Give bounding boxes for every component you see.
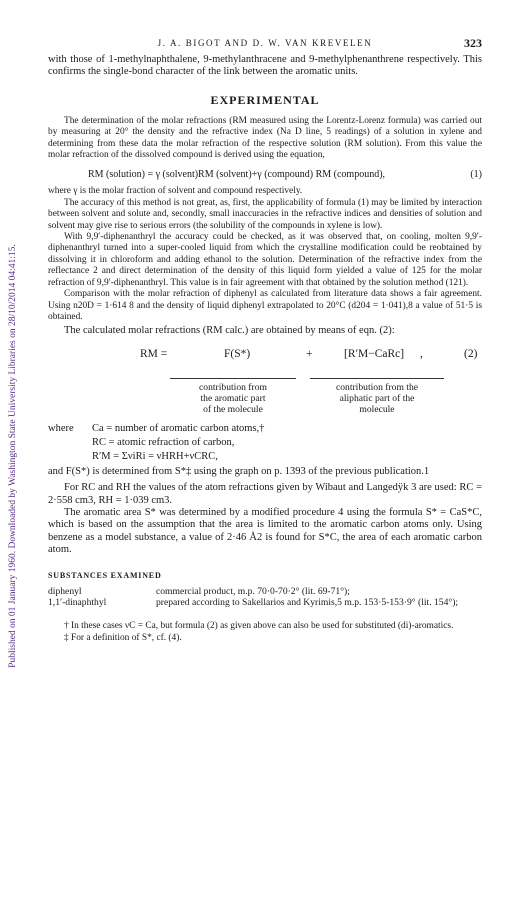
definition-rm: R′M = ΣνiRi = νHRH+νCRC, bbox=[92, 450, 218, 462]
equation-2-annotations bbox=[48, 370, 482, 420]
equation-1-number: (1) bbox=[470, 169, 482, 181]
paragraph-calculated: The calculated molar refractions (RM calc.) are obtained by means of eqn. (2): bbox=[64, 325, 395, 337]
equation-2-term2: [R′M−CaRc] bbox=[344, 347, 405, 360]
equation-2 bbox=[48, 344, 482, 370]
aliphatic-contribution-label: contribution from the aliphatic part of the molecule bbox=[335, 381, 419, 415]
page-number: 323 bbox=[464, 36, 482, 50]
left-brace bbox=[170, 370, 296, 379]
substances-heading: SUBSTANCES EXAMINED bbox=[48, 570, 162, 580]
paragraph-comparison: Comparison with the molar refraction of diphenyl as calculated from literature data shows a fair agreement. Using n20D = 1·614 8 and the density of liquid diphenyl extrapolated to 20°C (d204 = 1·041),8 a value of 51·5 is obtained. bbox=[48, 289, 482, 322]
paragraph-method: The determination of the molar refractions (RM measured using the Lorentz-Lorenz formula) was carried out by measuring at 20° the density and the refractive index (Na D line, 5 readings) of a solution in xylene and determining from these data the molar refraction of the respective solution (RM solution). From this value the molar refraction of the dissolved compound is derived using the equation, bbox=[48, 115, 482, 161]
paragraph-atom-refractions: For RC and RH the values of the atom refractions given by Wibaut and Langedÿk 3 are used: RC = 2·558 cm3, RH = 1·039 cm3. bbox=[48, 482, 482, 506]
download-watermark bbox=[6, 0, 20, 912]
paragraph-accuracy: The accuracy of this method is not great, as, first, the applicability of formula (1) may be limited by interaction between solvent and solute and, secondly, small inaccuracies in the refractive indices and densities of solution and solvent may give rise to serious errors (the solubility of the compounds in xylene is low). bbox=[48, 197, 482, 231]
definition-rc: RC = atomic refraction of carbon, bbox=[92, 436, 235, 448]
equation-2-term1: F(S*) bbox=[224, 347, 251, 360]
footnotes bbox=[48, 621, 482, 644]
paragraph-aromatic-area: The aromatic area S* was determined by a modified procedure 4 using the formula S* = CaS*C, which is based on the assumption that the area is limited to the aromatic carbon atoms only. Using benzene as a model substance, a value of 2·46 Å2 is found for S*C, the area of each aromatic carbon atom. bbox=[48, 506, 482, 556]
equation-2-plus: + bbox=[306, 347, 313, 360]
page-body bbox=[48, 38, 482, 644]
paragraph-fs: and F(S*) is determined from S*‡ using the graph on p. 1393 of the previous publication.1 bbox=[48, 465, 430, 477]
footnote-double-dagger: ‡ For a definition of S*, cf. (4). bbox=[64, 632, 182, 643]
header-authors: J. A. BIGOT AND D. W. VAN KREVELEN bbox=[157, 38, 373, 48]
paragraph-gamma: where γ is the molar fraction of solvent and compound respectively. bbox=[48, 186, 303, 197]
substances-list bbox=[48, 586, 482, 610]
right-brace bbox=[310, 370, 444, 379]
equation-2-number: (2) bbox=[464, 347, 478, 360]
equation-1 bbox=[48, 169, 482, 180]
substance-row: diphenyl commercial product, m.p. 70·0-70·2° (lit. 69-71°); bbox=[48, 585, 350, 597]
paragraph-diphenanthryl: With 9,9′-diphenanthryl the accuracy could be checked, as it was observed that, on cooling, molten 9,9′-diphenanthryl turned into a super-cooled liquid from which the crystalline modification could be reobtained by dissolving it in chloroform and adding ethanol to the solution. Determination of the refractive index from the reflectance 2 and direct determination of the density of this liquid form yielded a value of 125 for the molar refraction of 9,9′-diphenanthryl. This value is in fair agreement with that obtained by the solution method (121). bbox=[48, 232, 482, 288]
footnote-dagger: † In these cases νC = Ca, but formula (2) as given above can also be used for substituted (di)-aromatics. bbox=[64, 621, 454, 632]
download-notice: Published on 01 January 1960. Downloaded by Washington State University Libraries on 28/10/2014 04:41:15. bbox=[8, 244, 18, 668]
equation-2-comma: , bbox=[420, 347, 423, 360]
where-definitions: where Ca = number of aromatic carbon atoms,† RC = atomic refraction of carbon, R′M = ΣνiRi = νHRH+νCRC, bbox=[48, 422, 265, 462]
definition-ca: Ca = number of aromatic carbon atoms,† bbox=[92, 422, 265, 434]
substance-row: 1,1′-dinaphthyl prepared according to Sakellarios and Kyrimis,5 m.p. 153·5-153·9° (lit. 154°); bbox=[48, 597, 459, 609]
equation-1-text: RM (solution) = γ (solvent)RM (solvent)+γ (compound) RM (compound), bbox=[88, 169, 386, 181]
running-header bbox=[48, 38, 482, 54]
section-title: EXPERIMENTAL bbox=[210, 92, 320, 107]
intro-paragraph: with those of 1-methylnaphthalene, 9-methylanthracene and 9-methylphenanthrene respectively. This confirms the single-bond character of the link between the aromatic units. bbox=[48, 54, 482, 78]
aromatic-contribution-label: contribution from the aromatic part of the molecule bbox=[199, 381, 267, 415]
equation-2-lhs: RM = bbox=[140, 347, 168, 360]
